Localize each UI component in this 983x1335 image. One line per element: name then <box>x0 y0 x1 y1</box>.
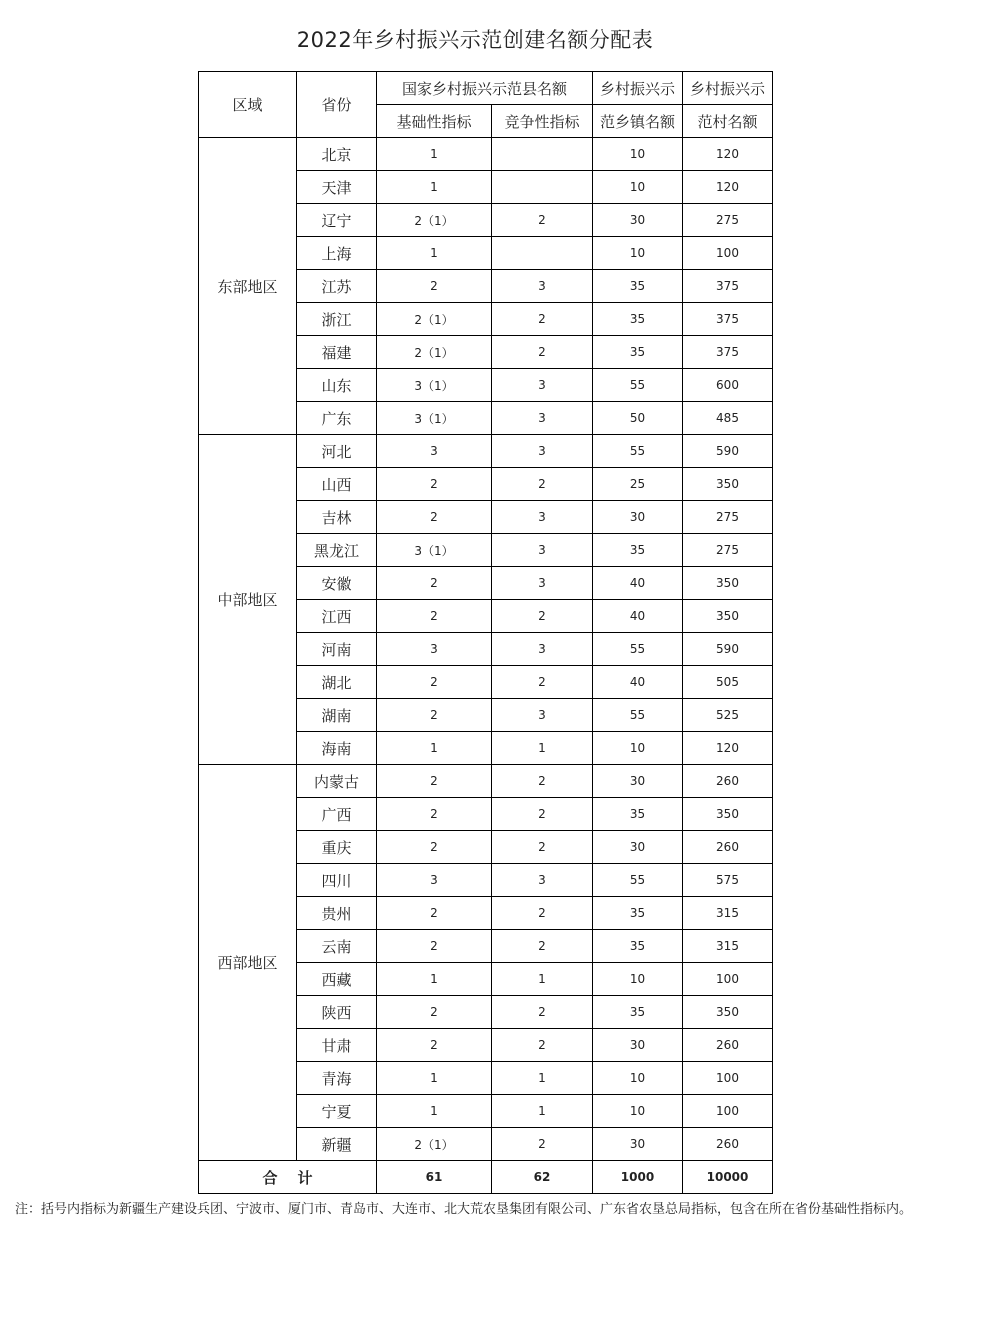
town-cell: 30 <box>593 204 683 237</box>
province-cell: 陕西 <box>297 996 377 1029</box>
footnote: 注：括号内指标为新疆生产建设兵团、宁波市、厦门市、青岛市、大连市、北大荒农垦集团有限公司、广东省农垦总局指标，包含在所在省份基础性指标内。 <box>15 1202 913 1217</box>
town-cell: 35 <box>593 303 683 336</box>
competitive-cell: 2 <box>492 996 593 1029</box>
province-cell: 湖北 <box>297 666 377 699</box>
village-cell: 120 <box>683 138 773 171</box>
basic-cell: 1 <box>377 1062 492 1095</box>
province-cell: 安徽 <box>297 567 377 600</box>
basic-cell: 2 <box>377 270 492 303</box>
town-cell: 10 <box>593 1095 683 1128</box>
village-cell: 575 <box>683 864 773 897</box>
basic-cell: 2（1） <box>377 204 492 237</box>
total-town: 1000 <box>593 1161 683 1194</box>
basic-cell: 2 <box>377 567 492 600</box>
village-cell: 315 <box>683 930 773 963</box>
competitive-cell <box>492 138 593 171</box>
village-cell: 375 <box>683 336 773 369</box>
province-cell: 北京 <box>297 138 377 171</box>
competitive-cell: 2 <box>492 765 593 798</box>
competitive-cell: 2 <box>492 600 593 633</box>
competitive-cell: 1 <box>492 963 593 996</box>
competitive-cell: 3 <box>492 501 593 534</box>
province-cell: 江苏 <box>297 270 377 303</box>
total-row <box>199 1161 773 1194</box>
village-cell: 590 <box>683 435 773 468</box>
province-cell: 湖南 <box>297 699 377 732</box>
competitive-cell: 2 <box>492 468 593 501</box>
province-cell: 上海 <box>297 237 377 270</box>
basic-cell: 2 <box>377 897 492 930</box>
competitive-cell: 2 <box>492 1128 593 1161</box>
village-cell: 275 <box>683 534 773 567</box>
village-cell: 260 <box>683 831 773 864</box>
province-cell: 浙江 <box>297 303 377 336</box>
village-cell: 100 <box>683 1062 773 1095</box>
village-cell: 485 <box>683 402 773 435</box>
province-cell: 山西 <box>297 468 377 501</box>
town-cell: 10 <box>593 732 683 765</box>
competitive-cell: 3 <box>492 270 593 303</box>
total-label: 合计 <box>199 1161 377 1194</box>
competitive-cell: 1 <box>492 732 593 765</box>
town-cell: 30 <box>593 765 683 798</box>
basic-cell: 3 <box>377 864 492 897</box>
village-cell: 100 <box>683 963 773 996</box>
competitive-cell: 2 <box>492 303 593 336</box>
table-row <box>199 138 773 171</box>
competitive-cell: 3 <box>492 633 593 666</box>
basic-cell: 3（1） <box>377 534 492 567</box>
province-cell: 河南 <box>297 633 377 666</box>
town-cell: 30 <box>593 501 683 534</box>
province-cell: 江西 <box>297 600 377 633</box>
competitive-cell: 3 <box>492 435 593 468</box>
province-cell: 天津 <box>297 171 377 204</box>
province-cell: 贵州 <box>297 897 377 930</box>
competitive-cell: 3 <box>492 567 593 600</box>
region-cell: 东部地区 <box>199 138 297 435</box>
region-cell: 中部地区 <box>199 435 297 765</box>
header-county-group: 国家乡村振兴示范县名额 <box>377 72 593 105</box>
basic-cell: 3 <box>377 633 492 666</box>
town-cell: 30 <box>593 831 683 864</box>
header-town-line1: 乡村振兴示 <box>593 72 683 105</box>
basic-cell: 3 <box>377 435 492 468</box>
town-cell: 10 <box>593 138 683 171</box>
province-cell: 重庆 <box>297 831 377 864</box>
village-cell: 505 <box>683 666 773 699</box>
competitive-cell: 1 <box>492 1062 593 1095</box>
province-cell: 四川 <box>297 864 377 897</box>
province-cell: 西藏 <box>297 963 377 996</box>
competitive-cell: 2 <box>492 336 593 369</box>
village-cell: 100 <box>683 237 773 270</box>
town-cell: 10 <box>593 237 683 270</box>
basic-cell: 1 <box>377 1095 492 1128</box>
competitive-cell: 2 <box>492 831 593 864</box>
village-cell: 260 <box>683 1029 773 1062</box>
village-cell: 375 <box>683 270 773 303</box>
quota-table <box>198 71 773 1194</box>
page-title: 2022年乡村振兴示范创建名额分配表 <box>296 28 654 52</box>
village-cell: 590 <box>683 633 773 666</box>
town-cell: 35 <box>593 996 683 1029</box>
village-cell: 260 <box>683 1128 773 1161</box>
basic-cell: 2（1） <box>377 303 492 336</box>
village-cell: 100 <box>683 1095 773 1128</box>
competitive-cell: 2 <box>492 930 593 963</box>
competitive-cell: 2 <box>492 666 593 699</box>
competitive-cell: 2 <box>492 897 593 930</box>
basic-cell: 2 <box>377 501 492 534</box>
town-cell: 55 <box>593 369 683 402</box>
town-cell: 30 <box>593 1128 683 1161</box>
province-cell: 新疆 <box>297 1128 377 1161</box>
village-cell: 350 <box>683 996 773 1029</box>
village-cell: 525 <box>683 699 773 732</box>
province-cell: 河北 <box>297 435 377 468</box>
town-cell: 40 <box>593 600 683 633</box>
town-cell: 35 <box>593 798 683 831</box>
competitive-cell: 3 <box>492 534 593 567</box>
town-cell: 35 <box>593 336 683 369</box>
province-cell: 黑龙江 <box>297 534 377 567</box>
basic-cell: 1 <box>377 138 492 171</box>
basic-cell: 1 <box>377 963 492 996</box>
basic-cell: 2 <box>377 468 492 501</box>
town-cell: 55 <box>593 435 683 468</box>
competitive-cell: 2 <box>492 1029 593 1062</box>
village-cell: 275 <box>683 501 773 534</box>
basic-cell: 3（1） <box>377 369 492 402</box>
town-cell: 10 <box>593 171 683 204</box>
province-cell: 海南 <box>297 732 377 765</box>
basic-cell: 1 <box>377 732 492 765</box>
province-cell: 甘肃 <box>297 1029 377 1062</box>
header-province: 省份 <box>297 72 377 138</box>
basic-cell: 1 <box>377 171 492 204</box>
village-cell: 600 <box>683 369 773 402</box>
province-cell: 福建 <box>297 336 377 369</box>
basic-cell: 2 <box>377 930 492 963</box>
competitive-cell <box>492 237 593 270</box>
basic-cell: 2 <box>377 666 492 699</box>
village-cell: 350 <box>683 600 773 633</box>
village-cell: 120 <box>683 732 773 765</box>
village-cell: 260 <box>683 765 773 798</box>
competitive-cell: 3 <box>492 402 593 435</box>
town-cell: 35 <box>593 897 683 930</box>
province-cell: 辽宁 <box>297 204 377 237</box>
competitive-cell: 3 <box>492 369 593 402</box>
village-cell: 375 <box>683 303 773 336</box>
town-cell: 10 <box>593 1062 683 1095</box>
basic-cell: 2（1） <box>377 1128 492 1161</box>
competitive-cell: 2 <box>492 798 593 831</box>
competitive-cell <box>492 171 593 204</box>
basic-cell: 2 <box>377 600 492 633</box>
village-cell: 350 <box>683 798 773 831</box>
total-competitive: 62 <box>492 1161 593 1194</box>
competitive-cell: 2 <box>492 204 593 237</box>
total-basic: 61 <box>377 1161 492 1194</box>
town-cell: 25 <box>593 468 683 501</box>
basic-cell: 2 <box>377 765 492 798</box>
province-cell: 山东 <box>297 369 377 402</box>
town-cell: 35 <box>593 270 683 303</box>
basic-cell: 2 <box>377 699 492 732</box>
town-cell: 55 <box>593 633 683 666</box>
town-cell: 55 <box>593 699 683 732</box>
village-cell: 350 <box>683 468 773 501</box>
table-row <box>199 435 773 468</box>
town-cell: 50 <box>593 402 683 435</box>
basic-cell: 2 <box>377 798 492 831</box>
town-cell: 55 <box>593 864 683 897</box>
basic-cell: 2 <box>377 996 492 1029</box>
basic-cell: 2 <box>377 1029 492 1062</box>
basic-cell: 2 <box>377 831 492 864</box>
town-cell: 10 <box>593 963 683 996</box>
header-village-line2: 范村名额 <box>683 105 773 138</box>
village-cell: 120 <box>683 171 773 204</box>
competitive-cell: 3 <box>492 864 593 897</box>
header-region: 区域 <box>199 72 297 138</box>
header-village-line1: 乡村振兴示 <box>683 72 773 105</box>
basic-cell: 2（1） <box>377 336 492 369</box>
total-village: 10000 <box>683 1161 773 1194</box>
town-cell: 30 <box>593 1029 683 1062</box>
town-cell: 35 <box>593 534 683 567</box>
header-town-line2: 范乡镇名额 <box>593 105 683 138</box>
header-basic: 基础性指标 <box>377 105 492 138</box>
province-cell: 广东 <box>297 402 377 435</box>
province-cell: 云南 <box>297 930 377 963</box>
town-cell: 35 <box>593 930 683 963</box>
province-cell: 内蒙古 <box>297 765 377 798</box>
basic-cell: 1 <box>377 237 492 270</box>
province-cell: 宁夏 <box>297 1095 377 1128</box>
town-cell: 40 <box>593 567 683 600</box>
competitive-cell: 3 <box>492 699 593 732</box>
table-row <box>199 765 773 798</box>
village-cell: 275 <box>683 204 773 237</box>
competitive-cell: 1 <box>492 1095 593 1128</box>
village-cell: 350 <box>683 567 773 600</box>
province-cell: 青海 <box>297 1062 377 1095</box>
village-cell: 315 <box>683 897 773 930</box>
region-cell: 西部地区 <box>199 765 297 1161</box>
province-cell: 广西 <box>297 798 377 831</box>
town-cell: 40 <box>593 666 683 699</box>
header-competitive: 竞争性指标 <box>492 105 593 138</box>
province-cell: 吉林 <box>297 501 377 534</box>
basic-cell: 3（1） <box>377 402 492 435</box>
